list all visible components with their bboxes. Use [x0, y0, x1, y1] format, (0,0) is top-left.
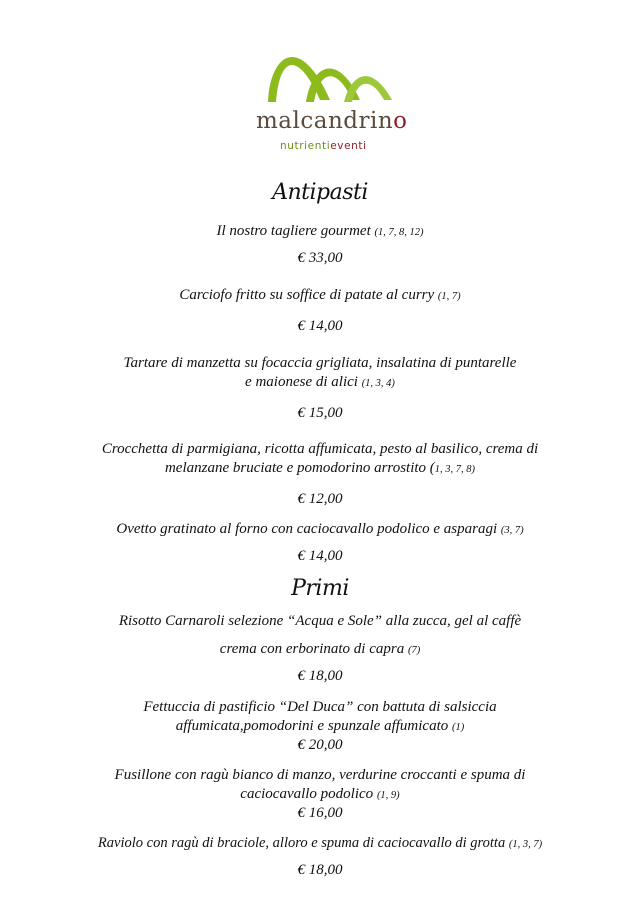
brand-name: malcandrino [256, 108, 408, 134]
menu-item-fettuccia-line2: affumicata,pomodorini e spunzale affumicato (1) [175, 718, 465, 734]
menu-item-tagliere: Il nostro tagliere gourmet (1, 7, 8, 12) [216, 223, 424, 239]
price-fusillone: € 16,00 [297, 805, 343, 821]
price-carciofo: € 14,00 [297, 318, 343, 334]
menu-item-raviolo: Raviolo con ragù di braciole, alloro e spuma di caciocavallo di grotta (1, 3, 7) [97, 835, 543, 851]
menu-item-crocchetta-line1: Crocchetta di parmigiana, ricotta affumicata, pesto al basilico, crema di [101, 441, 539, 457]
menu-item-risotto-line2: crema con erborinato di capra (7) [219, 641, 421, 657]
allergens: (3, 7) [500, 525, 524, 536]
brand-tagline: nutrientieventi [280, 140, 367, 152]
price-fettuccia: € 20,00 [297, 737, 343, 753]
logo-arches-graphic [260, 34, 410, 104]
price-crocchetta: € 12,00 [297, 491, 343, 507]
allergens: (1, 7) [437, 291, 461, 302]
allergens: (1, 3, 7) [508, 839, 543, 850]
allergens: (1, 7, 8, 12) [374, 227, 424, 238]
menu-item-tartare-line2: e maionese di alici (1, 3, 4) [245, 374, 395, 390]
price-risotto: € 18,00 [297, 668, 343, 684]
allergens: (7) [407, 645, 421, 656]
menu-item-fettuccia-line1: Fettuccia di pastificio “Del Duca” con battuta di salsiccia [143, 699, 497, 715]
menu-item-crocchetta-line2: melanzane bruciate e pomodorino arrostito (1, 3, 7, 8) [164, 460, 476, 476]
menu-item-carciofo: Carciofo fritto su soffice di patate al curry (1, 7) [179, 287, 461, 303]
menu-item-ovetto: Ovetto gratinato al forno con caciocavallo podolico e asparagi (3, 7) [116, 521, 524, 537]
allergens: (1, 3, 4) [361, 378, 395, 389]
price-tagliere: € 33,00 [297, 250, 343, 266]
allergens: 1, 3, 7, 8) [434, 464, 476, 475]
menu-item-fusillone-line1: Fusillone con ragù bianco di manzo, verdurine croccanti e spuma di [114, 767, 526, 783]
allergens: (1) [451, 722, 465, 733]
menu-item-risotto-line1: Risotto Carnaroli selezione “Acqua e Sole” alla zucca, gel al caffè [118, 613, 522, 629]
price-tartare: € 15,00 [297, 405, 343, 421]
price-ovetto: € 14,00 [297, 548, 343, 564]
menu-item-tartare-line1: Tartare di manzetta su focaccia grigliata, insalatina di puntarelle [123, 355, 517, 371]
menu-item-fusillone-line2: caciocavallo podolico (1, 9) [240, 786, 400, 802]
price-raviolo: € 18,00 [297, 862, 343, 878]
section-title-primi: Primi [291, 576, 349, 601]
section-title-antipasti: Antipasti [272, 180, 368, 205]
allergens: (1, 9) [376, 790, 400, 801]
logo [240, 34, 410, 158]
